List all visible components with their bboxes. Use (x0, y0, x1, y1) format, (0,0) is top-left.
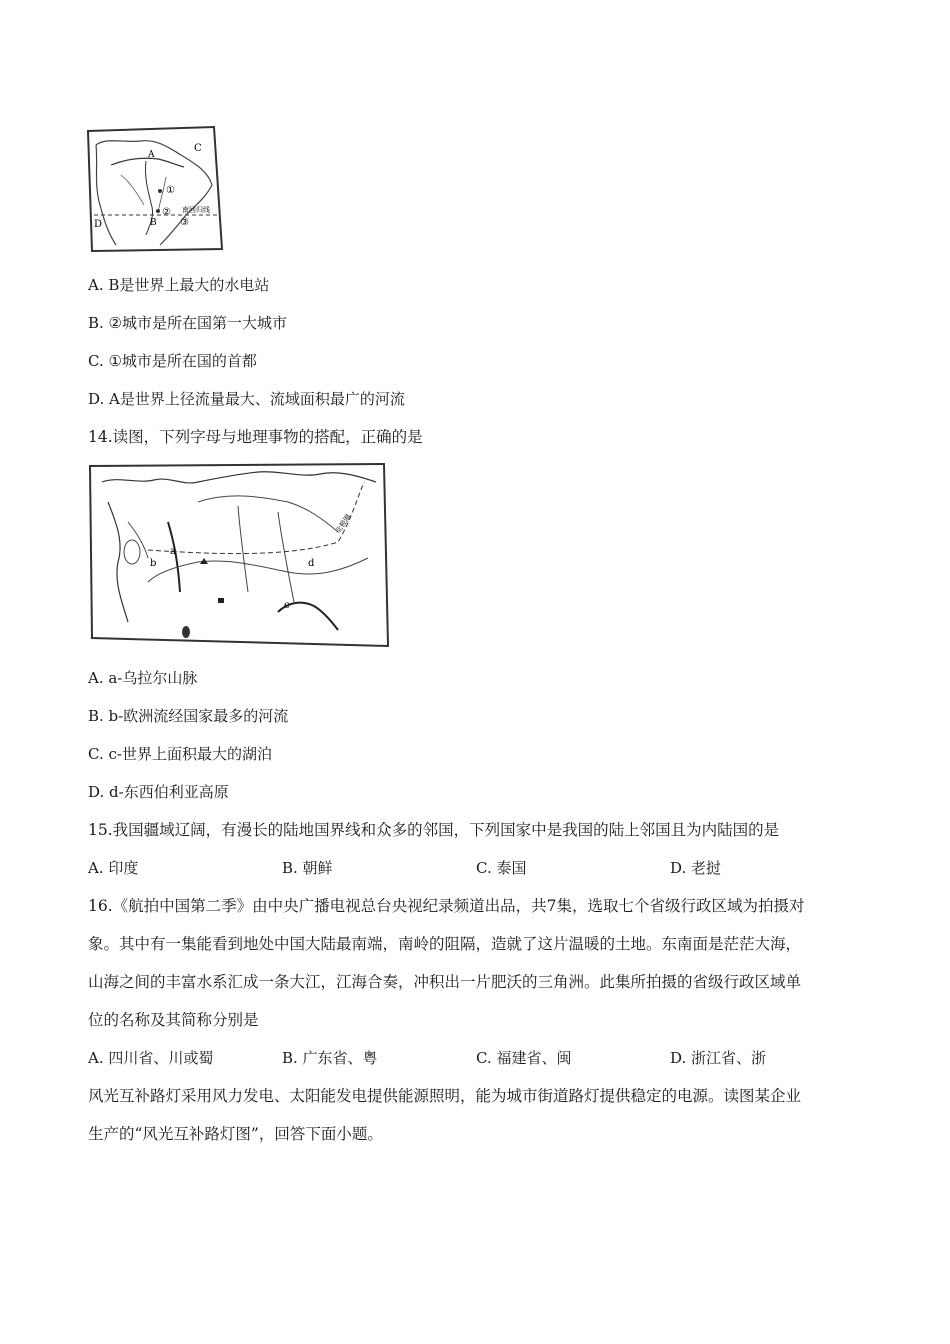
map1-label-d: D (94, 219, 103, 230)
q16-option-d: D. 浙江省、浙 (670, 1049, 767, 1067)
q15-option-a: A. 印度 (88, 859, 139, 877)
map1-label-a: A (148, 150, 155, 160)
map2-label-c: c (284, 600, 290, 611)
q16-option-c: C. 福建省、闽 (476, 1049, 572, 1067)
map1-label-tropic: 南回归线 (182, 206, 210, 214)
q13-option-c: C. ①城市是所在国的首都 (88, 352, 257, 370)
q16-stem-line-4: 位的名称及其简称分别是 (88, 1011, 259, 1029)
q15-option-c: C. 泰国 (476, 859, 527, 877)
q16-stem-line-1: 16.《航拍中国第二季》由中央广播电视总台央视纪录频道出品，共7集，选取七个省级行政区域为拍摄对 (88, 897, 805, 915)
russia-map (88, 462, 390, 648)
q13-option-b: B. ②城市是所在国第一大城市 (88, 314, 288, 332)
q13-option-d: D. A是世界上径流量最大、流域面积最广的河流 (88, 390, 405, 408)
q16-option-a: A. 四川省、川或蜀 (88, 1049, 214, 1067)
map1-label-1: ① (166, 185, 175, 196)
q16-option-b: B. 广东省、粤 (282, 1049, 378, 1067)
intro-line-1: 风光互补路灯采用风力发电、太阳能发电提供能源照明，能为城市街道路灯提供稳定的电源。读图某企业 (88, 1087, 802, 1105)
q15-option-d: D. 老挝 (670, 859, 722, 877)
map2-label-d: d (308, 558, 315, 569)
q14-stem: 14.读图，下列字母与地理事物的搭配，正确的是 (88, 428, 423, 446)
map2-label-a: a (170, 546, 176, 557)
q16-stem-line-2: 象。其中有一集能看到地处中国大陆最南端，南岭的阻隔，造就了这片温暖的土地。东南面是茫茫大海， (88, 935, 802, 953)
q14-option-c: C. c-世界上面积最大的湖泊 (88, 745, 272, 763)
q13-option-a: A. B是世界上最大的水电站 (88, 276, 270, 294)
south-america-map (86, 125, 226, 253)
q15-stem: 15.我国疆域辽阔，有漫长的陆地国界线和众多的邻国，下列国家中是我国的陆上邻国且为内陆国的是 (88, 821, 780, 839)
map1-label-b: B (150, 218, 157, 228)
map2-label-b: b (150, 558, 157, 569)
q14-option-a: A. a-乌拉尔山脉 (88, 669, 198, 687)
map1-label-3: ③ (180, 217, 189, 228)
q14-option-d: D. d-东西伯利亚高原 (88, 783, 229, 801)
map1-label-2: ② (162, 207, 171, 218)
q14-option-b: B. b-欧洲流经国家最多的河流 (88, 707, 289, 725)
intro-line-2: 生产的“风光互补路灯图”，回答下面小题。 (88, 1125, 383, 1143)
q15-option-b: B. 朝鲜 (282, 859, 333, 877)
map2-label-arctic: 北极圈 (334, 512, 353, 535)
map1-label-c: C (194, 143, 202, 154)
q16-stem-line-3: 山海之间的丰富水系汇成一条大江，江海合奏，冲积出一片肥沃的三角洲。此集所拍摄的省级行政区域单 (88, 973, 802, 991)
